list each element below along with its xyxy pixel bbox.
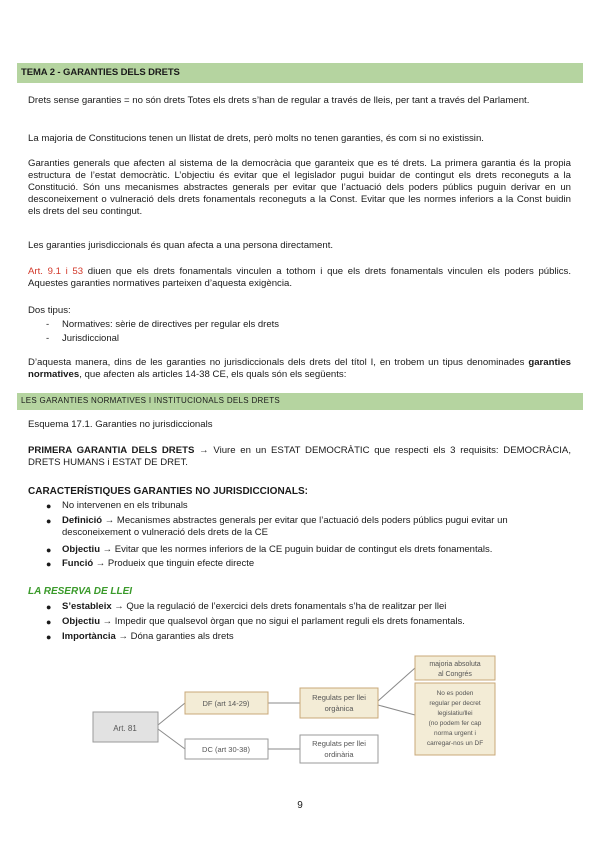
diagram-label-decret-6: carregar-nos un DF [426, 740, 484, 747]
item-text: → Dóna garanties als drets [115, 631, 234, 642]
diagram-label-majoria-2: al Congrés [438, 671, 472, 678]
list-item [62, 500, 572, 512]
primera-garantia-text: Viure en un ESTAT DEMOCRÀTIC que respecti els 3 requisits: DEMOCRÀCIA, DRETS HUMANS i ESTAT DE DRET. [28, 445, 571, 468]
reserva-llei-diagram [90, 655, 530, 775]
arrow: → [194, 445, 214, 456]
diagram-label-df: DF (art 14-29) [202, 699, 250, 708]
list-dash: - [46, 319, 50, 330]
bullet-icon: ● [46, 501, 52, 511]
diagram-label-decret-4: (no podem fer cap [428, 720, 482, 727]
paragraph-primera-garantia [28, 445, 571, 469]
bullet-icon: ● [46, 516, 52, 526]
paragraph-majoria-constitucions: La majoria de Constitucions tenen un llistat de drets, però molts no tenen garanties, és com si no existissin. [28, 133, 484, 144]
primera-garantia-label: PRIMERA GARANTIA DELS DRETS [28, 445, 195, 456]
diagram-label-ordinaria-2: ordinària [324, 750, 354, 759]
section-band-title: LES GARANTIES NORMATIVES I INSTITUCIONALS DELS DRETS [21, 396, 281, 405]
list-item [62, 544, 572, 556]
item-text: → Impedir que qualsevol òrgan que no sigui el parlament reguli els drets fonamentals. [100, 616, 465, 627]
diagram-label-decret-3: legislatiu/llei [437, 710, 473, 717]
paragraph-articles-reference [28, 266, 571, 290]
list-item [62, 601, 572, 613]
list-item-jurisdiccional: Jurisdiccional [62, 333, 120, 344]
diagram-label-decret-1: No es poden [436, 690, 474, 697]
bullet-icon: ● [46, 559, 52, 569]
page-number: 9 [297, 800, 303, 811]
list-item [62, 558, 572, 570]
paragraph-garanties-generals: Garanties generals que afecten al sistema de la democràcia que garanteix que es té drets. La primera garantia és la propia estructura de l’estat democràtic. L’objectiu és evitar que el legislador pugui buidar de contingut els drets reconeguts a la Constitució. Són uns mecanismes abstractes generals per evitar que l’actuació dels poders públics puguin derivar en un desconeixement o vulneració dels drets fonamentals reconeguts a la Const. Evitar que les normes inferiors a la Const buidin els drets del seu contingut. [28, 158, 571, 217]
item-label: Objectiu [62, 616, 101, 627]
list-item [62, 515, 572, 539]
bullet-icon: ● [46, 545, 52, 555]
item-text: No intervenen en els tribunals [62, 500, 188, 511]
item-text: → Produeix que tinguin efecte directe [93, 558, 255, 569]
item-label: Funció [62, 558, 94, 569]
esquema-caption: Esquema 17.1. Garanties no jurisdiccionals [28, 419, 213, 430]
diagram-label-organica-1: Regulats per llei [312, 693, 366, 702]
item-label: Definició [62, 515, 103, 526]
diagram-label-dc: DC (art 30-38) [202, 745, 250, 754]
list-item-normatives: Normatives: sèrie de directives per regular els drets [62, 319, 280, 330]
paragraph-dos-tipus: Dos tipus: [28, 305, 71, 316]
diagram-label-majoria-1: majoria absoluta [429, 661, 481, 668]
diagram-label-organica-2: orgànica [324, 704, 354, 713]
list-item [62, 631, 572, 643]
item-text: → Mecanismes abstractes generals per evitar que l’actuació dels poders públics pugui evitar un desconeixement o vulneració dels drets de la CE [62, 515, 508, 538]
paragraph-garanties-jurisdiccionals: Les garanties jurisdiccionals és quan afecta a una persona directament. [28, 240, 334, 251]
diagram-label-art81: Art. 81 [113, 724, 137, 733]
section-header-band [17, 63, 583, 83]
paragraph-garanties-normatives [28, 357, 571, 381]
list-item [62, 616, 572, 628]
diagram-label-ordinaria-1: Regulats per llei [312, 739, 366, 748]
caracteristiques-heading: CARACTERÍSTIQUES GARANTIES NO JURISDICCIONALS: [28, 486, 309, 497]
item-label: Importància [62, 631, 116, 642]
paragraph-drets-sense-garanties: Drets sense garanties = no són drets Totes els drets s’han de regular a través de lleis, per tant a través del Parlament. [28, 95, 530, 106]
bullet-icon: ● [46, 632, 52, 642]
bold-term: garanties normatives [28, 357, 571, 380]
list-dash: - [46, 333, 50, 344]
item-label: S’estableix [62, 601, 112, 612]
bullet-icon: ● [46, 617, 52, 627]
item-text: → Que la regulació de l’exercici dels drets fonamentals s’ha de realitzar per llei [111, 601, 447, 612]
article-reference: Art. 9.1 i 53 [28, 266, 84, 277]
diagram-label-decret-2: regular per decret [429, 700, 481, 707]
section-header-title: TEMA 2 - GARANTIES DELS DRETS [21, 67, 180, 78]
item-label: Objectiu [62, 544, 101, 555]
bullet-icon: ● [46, 602, 52, 612]
diagram-label-decret-5: norma urgent i [434, 730, 476, 737]
article-reference-text: diuen que els drets fonamentals vinculen a tothom i que els drets fonamentals vinculen els poders públics. Aquestes garanties normatives parteixen d’aquesta exigència. [28, 266, 571, 289]
reserva-heading: LA RESERVA DE LLEI [28, 586, 133, 597]
section-band-normatives [17, 393, 583, 410]
paragraph-text: D’aquesta manera, dins de les garanties no jurisdiccionals dels drets del títol I, en trobem un tipus denominades [28, 357, 529, 368]
item-text: → Evitar que les normes inferiors de la CE puguin buidar de contingut els drets fonamentals. [100, 544, 493, 555]
paragraph-text: , que afecten als articles 14-38 CE, els quals són els següents: [79, 369, 347, 380]
